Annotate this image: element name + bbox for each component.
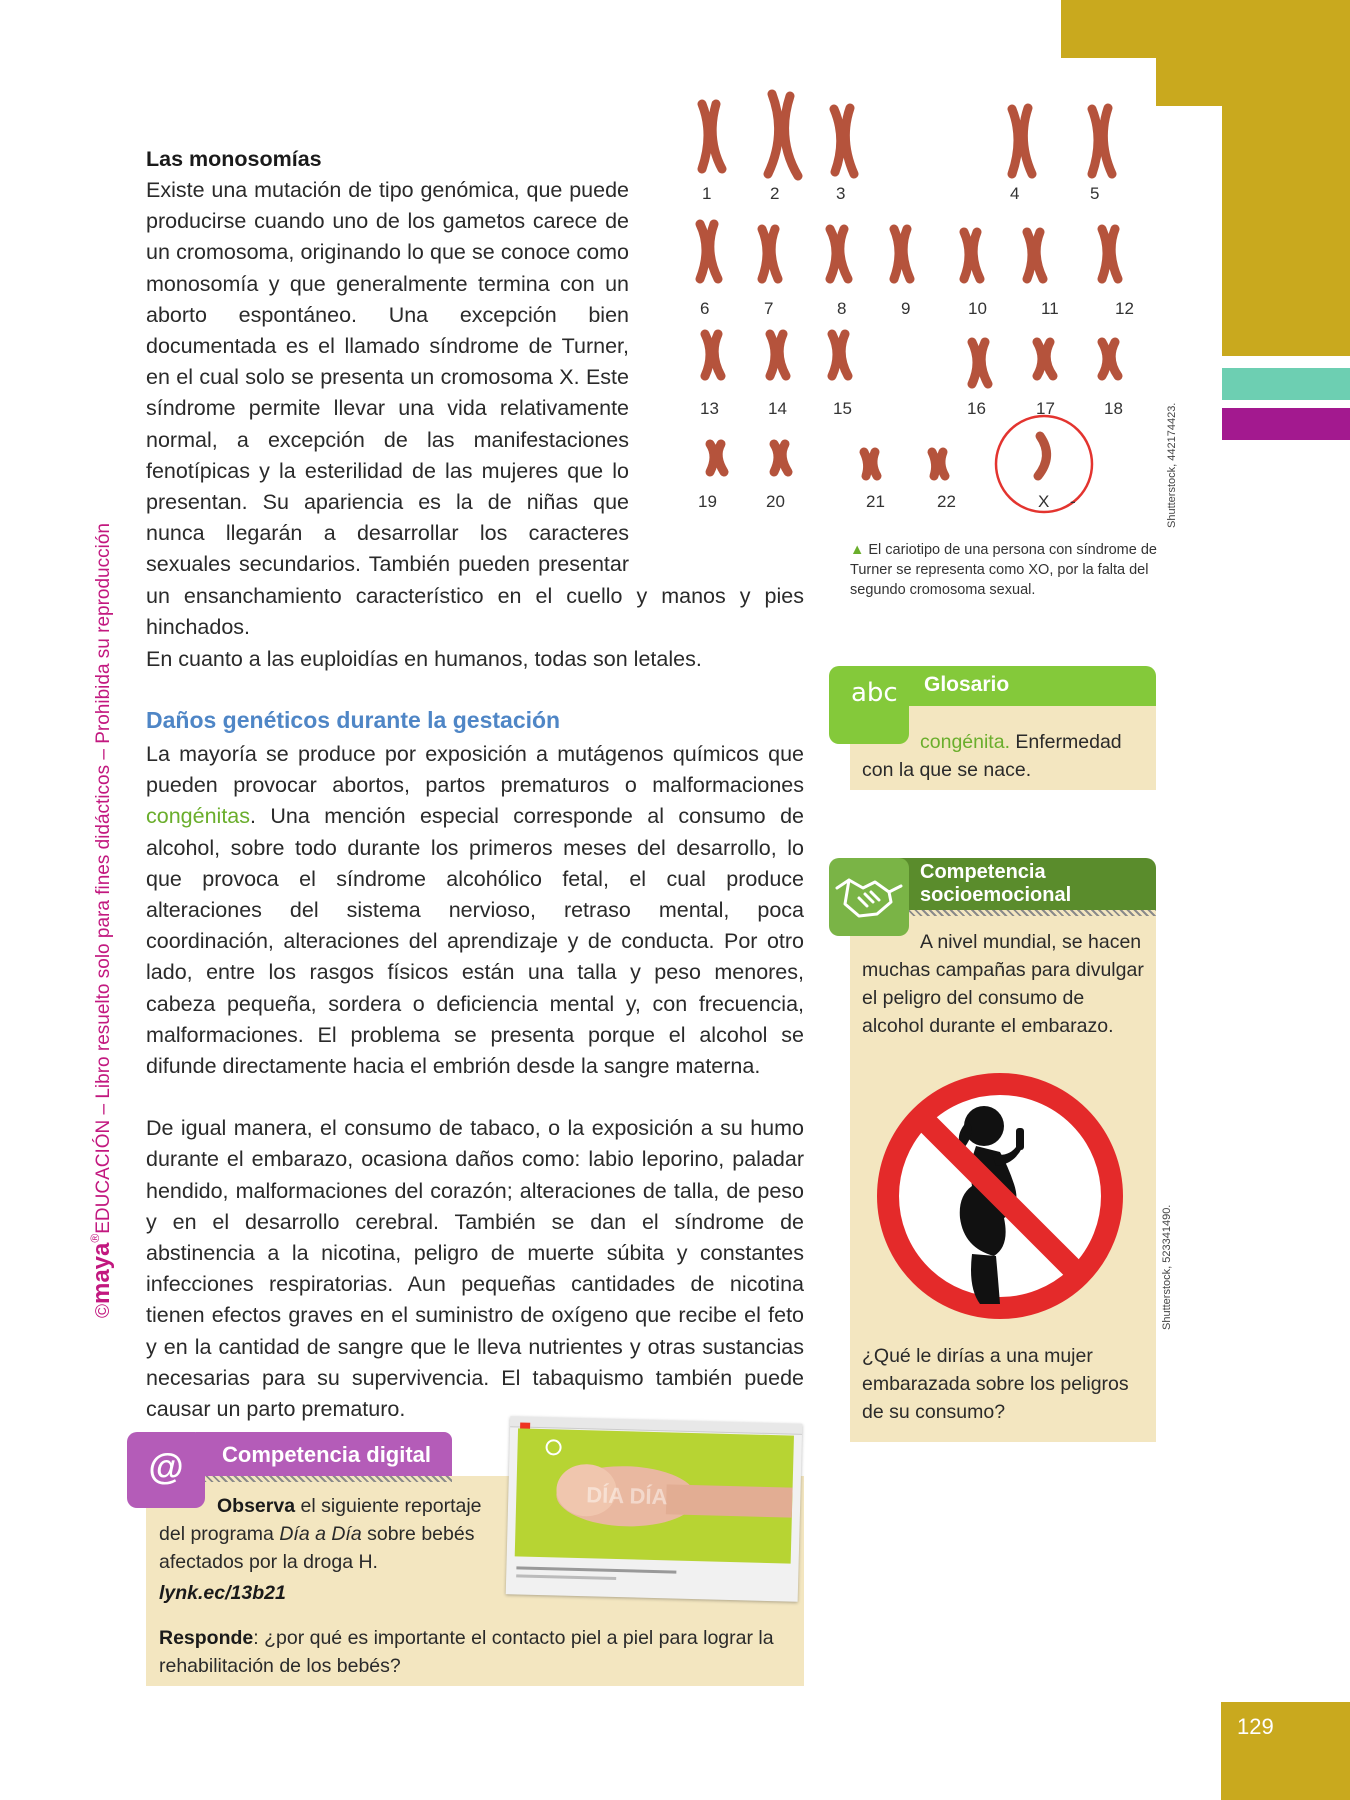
chromo-label: 16 <box>967 399 986 418</box>
video-thumbnail[interactable] <box>506 1416 803 1602</box>
handshake-icon <box>829 858 909 936</box>
chromo-label: 7 <box>764 299 774 318</box>
teal-band <box>1222 368 1350 400</box>
chromo-label: 3 <box>836 184 846 203</box>
triangle-icon: ▲ <box>850 542 865 558</box>
video-meta <box>516 1562 787 1595</box>
glosario-title: Glosario <box>924 673 1010 696</box>
glossary-term-link[interactable]: congénitas <box>146 804 250 829</box>
chromo-label: 12 <box>1115 299 1134 318</box>
chromo-label: 1 <box>702 184 712 203</box>
glosario-term: congénita. <box>920 731 1010 753</box>
chromo-label: 9 <box>901 299 911 318</box>
danos-paragraph-1: La mayoría se produce por exposición a mutágenos químicos que pueden provocar abortos, partos prematuros o malformaciones congénitas. Una mención especial corresponde al consumo de alcohol, sobre todo durante los primeros meses del desarrollo, lo que provoca el síndrome alcohólico fetal, el cual produce alteraciones del sistema nervioso, retraso mental, poca coordinación, alteraciones del aprendizaje y de conducta. Por otro lado, entre los rasgos físicos están una talla y peso menores, cabeza pequeña, sordera o deficiencia mental y, con frecuencia, malformaciones. El problema se presenta porque el alcohol se difunde directamente hacia el embrión desde la sangre materna. <box>146 742 804 1079</box>
gold-band-right <box>1156 58 1350 106</box>
chromo-label: 5 <box>1090 184 1100 203</box>
danos-paragraph-2: De igual manera, el consumo de tabaco, o la exposición a su humo durante el embarazo, ocasiona daños como: labio leporino, paladar hendido, malformaciones del corazón; alteraciones de talla, de peso y en el desarrollo cerebral. También se dan el síndrome de abstinencia a la nicotina, peligro de muerte súbita y constantes infecciones respiratorias. Aun pequeñas cantidades de nicotina tienen efectos graves en el suministro de oxígeno que recibe el feto y en la cantidad de sangre que le lleva nutrientes y otras sustancias necesarias para su supervivencia. El tabaquismo también puede causar un parto prematuro. <box>146 1116 804 1422</box>
magenta-band <box>1222 408 1350 440</box>
digital-responde: Responde: ¿por qué es importante el contacto piel a piel para lograr la rehabilitación de los bebés? <box>159 1627 774 1677</box>
video-frame <box>515 1428 794 1563</box>
karyotype-chromosomes <box>672 84 1152 524</box>
monosomias-title: Las monosomías <box>146 147 322 171</box>
chromo-label: 13 <box>700 399 719 418</box>
chromo-label: 2 <box>770 184 780 203</box>
maya-logo: maya <box>88 1242 115 1304</box>
socioemocional-icon <box>829 858 909 936</box>
socioemocional-question: ¿Qué le dirías a una mujer embarazada sobre los peligros de su consumo? <box>862 1345 1129 1423</box>
digital-hatch <box>204 1476 452 1482</box>
digital-header <box>196 1432 452 1476</box>
karyotype-figure <box>672 84 1152 524</box>
side-watermark: ©maya®EDUCACIÓN – Libro resuelto solo para fines didácticos – Prohibida su reproducción <box>88 523 115 1318</box>
chromo-label: 20 <box>766 492 785 511</box>
monosomias-paragraph: Existe una mutación de tipo genómica, que puede producirse cuando uno de los gametos carece de un cromosoma, originando lo que se conoce como monosomía y que generalmente termina con un aborto espontáneo. Una excepción bien documentada es el llamado síndrome de Turner, en el cual solo se presenta un cromosoma X. Este síndrome permite llevar una vida relativamente normal, a excepción de las manifestaciones fenotípicas y la esterilidad de las mujeres que lo presentan. Su apariencia es la de niñas que nunca llegarán a desarrollar los caracteres sexuales secundarios. También pueden presentar un ensanchamiento característico en el cuello y manos y pies hinchados. <box>146 178 804 639</box>
chromo-label: 18 <box>1104 399 1123 418</box>
chromo-label: 15 <box>833 399 852 418</box>
abc-icon: abc <box>851 678 898 708</box>
gold-band-top <box>1061 0 1350 58</box>
page-number: 129 <box>1237 1714 1274 1739</box>
danos-section <box>146 739 804 1425</box>
socioemocional-title: Competencia socioemocional <box>920 861 1072 906</box>
chromo-label: 14 <box>768 399 787 418</box>
karyotype-caption: ▲ El cariotipo de una persona con síndrome de Turner se representa como XO, por la falta del segundo cromosoma sexual. <box>850 542 1157 598</box>
chromo-label: 21 <box>866 492 885 511</box>
chromo-label: 17 <box>1036 399 1055 418</box>
chromo-label: 11 <box>1041 299 1059 318</box>
glosario-definition: congénita. Enfermedad con la que se nace. <box>862 731 1122 781</box>
chromo-label: 10 <box>968 299 987 318</box>
chromo-label: 4 <box>1010 184 1020 203</box>
chromo-label: - <box>1070 492 1076 511</box>
chromo-label: 8 <box>837 299 847 318</box>
no-alcohol-pregnancy-sign <box>872 1068 1128 1324</box>
socioemocional-text: A nivel mundial, se hacen muchas campañas para divulgar el peligro del consumo de alcohol durante el embarazo. <box>862 931 1144 1037</box>
gold-band-side <box>1222 106 1350 356</box>
at-icon: @ <box>148 1446 184 1487</box>
video-watermark: DÍA DÍA <box>586 1482 668 1510</box>
digital-link[interactable]: lynk.ec/13b21 <box>159 1582 286 1604</box>
digital-title: Competencia digital <box>222 1442 432 1467</box>
socioemocional-credit: Shutterstock, 523341490. <box>1161 1204 1173 1330</box>
digital-observa: Observa el siguiente reportaje del programa Día a Día sobre bebés afectados por la droga H. <box>159 1495 482 1573</box>
socioemocional-hatch <box>906 910 1156 916</box>
chromo-label: 6 <box>700 299 710 318</box>
euploidias-text: En cuanto a las euploidías en humanos, todas son letales. <box>146 647 702 671</box>
chromo-label: X <box>1038 492 1050 511</box>
chromo-label: 19 <box>698 492 717 511</box>
chromo-label: 22 <box>937 492 956 511</box>
page-number-tab <box>1221 1702 1350 1800</box>
karyotype-credit: Shutterstock, 442174423. <box>1166 402 1178 528</box>
danos-title: Daños genéticos durante la gestación <box>146 707 561 733</box>
